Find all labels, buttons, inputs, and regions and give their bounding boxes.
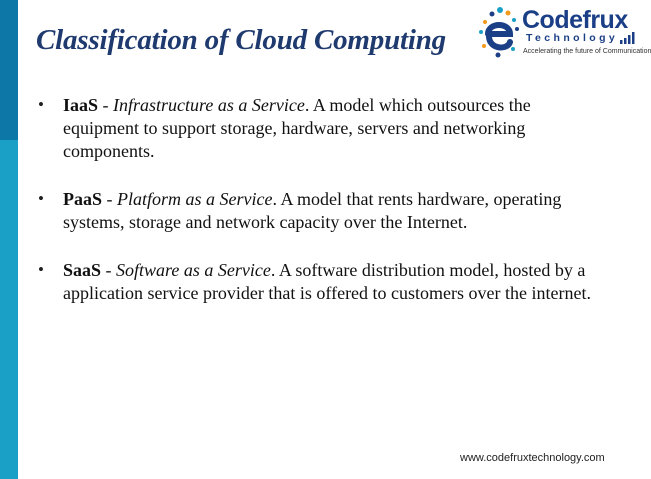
bullet-text xyxy=(63,95,531,161)
bullet-dot: • xyxy=(38,95,44,114)
bullet-separator: - xyxy=(102,189,118,209)
logo-name: Codefrux xyxy=(522,6,628,34)
bullet-paas xyxy=(36,188,596,234)
bullet-term: PaaS xyxy=(63,189,103,209)
slide-title: Classification of Cloud Computing xyxy=(36,24,446,56)
bullet-separator: - xyxy=(98,95,114,115)
bullet-description: . A model which outsources the equipment to support storage, hardware, servers and networking components. xyxy=(63,95,531,161)
bullet-description: . A software distribution model, hosted by a application service provider that is offered to customers over the internet. xyxy=(63,260,591,303)
logo-tagline: Accelerating the future of Communication xyxy=(523,48,651,55)
bullet-expansion: Platform as a Service xyxy=(117,189,273,209)
bullet-term: SaaS xyxy=(63,260,102,280)
bullet-text xyxy=(63,189,561,232)
bullet-dot: • xyxy=(38,260,44,279)
bullet-separator: - xyxy=(101,260,117,280)
bullet-expansion: Infrastructure as a Service xyxy=(113,95,305,115)
bullet-text xyxy=(63,260,591,303)
bullet-list xyxy=(36,94,596,330)
accent-bar-top xyxy=(0,0,18,140)
bullet-expansion: Software as a Service xyxy=(116,260,271,280)
bullet-iaas xyxy=(36,94,596,163)
company-logo xyxy=(470,2,651,66)
bullet-saas xyxy=(36,259,596,305)
bullet-dot: • xyxy=(38,189,44,208)
footer-url[interactable]: www.codefruxtechnology.com xyxy=(460,452,605,464)
signal-bars-icon xyxy=(620,32,636,44)
logo-subtitle: Technology xyxy=(526,32,619,44)
globe-e-icon xyxy=(470,2,526,60)
bullet-term: IaaS xyxy=(63,95,99,115)
bullet-description: . A model that rents hardware, operating systems, storage and network capacity over the Internet. xyxy=(63,189,562,232)
